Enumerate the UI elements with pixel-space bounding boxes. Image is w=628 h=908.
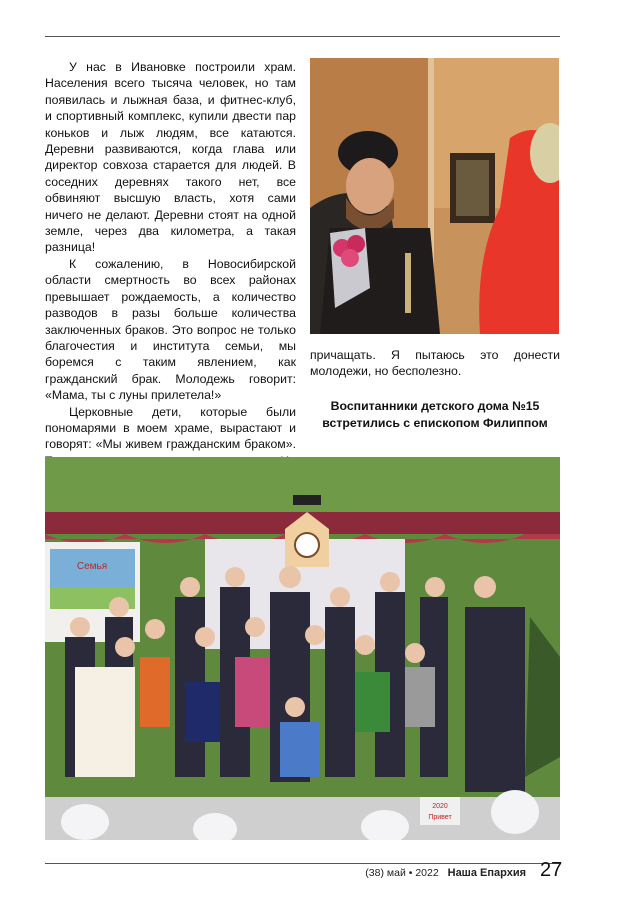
footer-bullet: • [408,867,413,879]
footer-year: 2022 [415,867,439,879]
article-paragraph: У нас в Ивановке построили храм. Населения всего тысяча человек, но там появилась и лыжная база, и фитнес-клуб, и спортивный комплекс, купили двести пар коньков и лыж людям, все катаются. Деревни развиваются, когда глава или директор совхоза старается для людей. В соседних деревнях такого нет, все обвиняют высшую власть, хотя сами ничего не делают. Деревни стоят на одной земле, через два километра, а такая разница! [45,60,296,255]
footer-issue: (38) май [365,867,406,879]
top-rule [45,36,560,37]
classroom-banner: Семья [76,561,108,572]
photo-sign-year: 2020 [432,803,448,810]
article-left-column [45,59,296,502]
caption-line-2: встретились с епископом Филиппом [322,415,548,430]
article-continuation: причащать. Я пытаюсь это донести молодежи, но бесполезно. [310,348,560,379]
photo-caption [310,398,560,431]
bottom-rule [45,863,560,864]
group-photo [45,457,560,840]
page-number: 27 [540,859,563,881]
photo-sign-text: Привет [428,814,452,821]
caption-line-1: Воспитанники детского дома №15 [330,399,540,413]
article-paragraph: К сожалению, в Новосибирской области смертность во всех районах превышает рождаемость, а количество разводов в разы больше количества заключенных браков. Это вопрос не только благочестия и института семьи, мы боремся с таким явлением, как гражданский брак. Молодежь говорит: «Мама, ты с луны прилетела!» [45,256,296,403]
footer-magazine-title: Наша Епархия [447,867,526,879]
bishop-photo [310,58,559,334]
article-paragraph: Церковные дети, которые были пономарями в моем храме, вырастают и говорят: «Мы живем гражданским браком». [45,404,296,452]
page-footer [365,867,526,879]
